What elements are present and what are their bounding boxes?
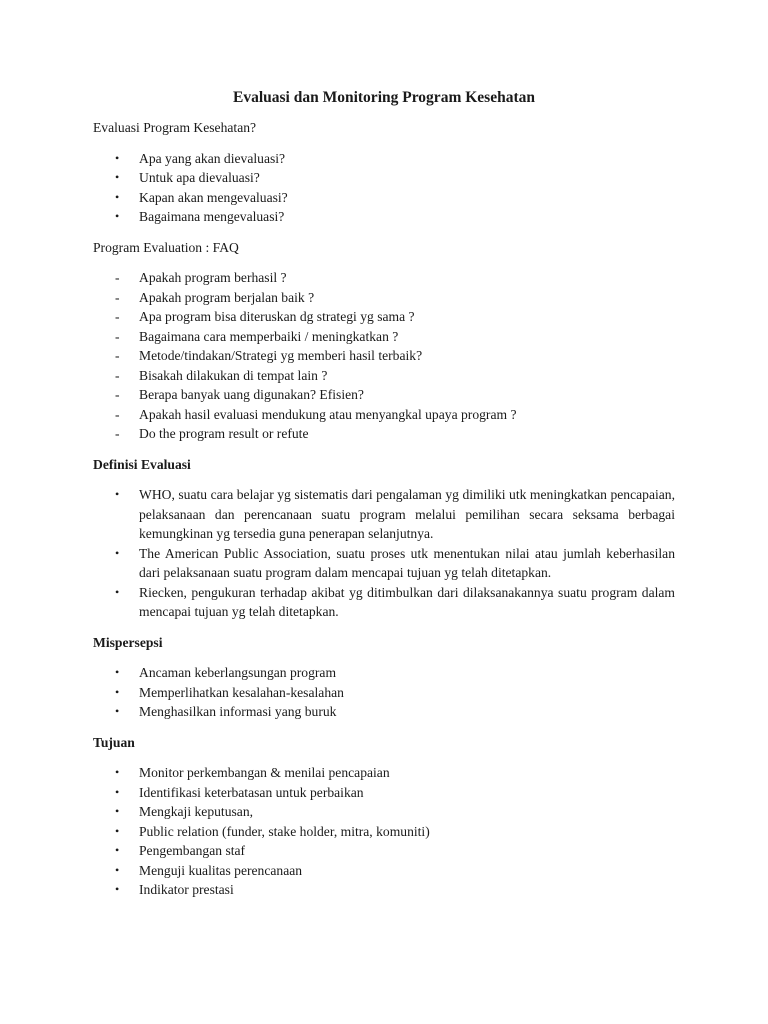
dash-icon: - bbox=[115, 348, 120, 363]
list-item: • WHO, suatu cara belajar yg sistematis dari pengalaman yg dimiliki utk meningkatkan pencapaian, pelaksanaan dan perencanaan suatu program melalui pemilihan secara seksama berbagai kemungkinan yg tersedia guna penerapan selanjutnya. bbox=[115, 487, 675, 541]
bullet-icon: • bbox=[115, 545, 120, 560]
list-item: • Public relation (funder, stake holder, mitra, komuniti) bbox=[93, 822, 675, 842]
intro-list bbox=[93, 149, 675, 227]
intro-question: Evaluasi Program Kesehatan? bbox=[93, 120, 257, 135]
dash-icon: - bbox=[115, 426, 120, 441]
tujuan-list bbox=[93, 763, 675, 900]
list-item: • Kapan akan mengevaluasi? bbox=[93, 188, 675, 208]
section-heading-tujuan: Tujuan bbox=[93, 734, 135, 750]
dash-icon: - bbox=[115, 387, 120, 402]
list-item: - Do the program result or refute bbox=[93, 424, 675, 444]
bullet-icon: • bbox=[115, 765, 120, 779]
list-item: • Menghasilkan informasi yang buruk bbox=[93, 702, 675, 722]
list-item: • Untuk apa dievaluasi? bbox=[93, 168, 675, 188]
list-item: • Mengkaji keputusan, bbox=[93, 802, 675, 822]
section-heading-definisi: Definisi Evaluasi bbox=[93, 456, 191, 472]
list-item: • Indikator prestasi bbox=[93, 880, 675, 900]
list-item: • Identifikasi keterbatasan untuk perbaikan bbox=[93, 783, 675, 803]
mispersepsi-list bbox=[93, 663, 675, 722]
dash-icon: - bbox=[115, 270, 120, 285]
list-item: • Pengembangan staf bbox=[93, 841, 675, 861]
bullet-icon: • bbox=[115, 804, 120, 818]
list-item: • Menguji kualitas perencanaan bbox=[93, 861, 675, 881]
document-page bbox=[93, 88, 675, 911]
section-heading-mispersepsi: Mispersepsi bbox=[93, 634, 163, 650]
list-item: • Memperlihatkan kesalahan-kesalahan bbox=[93, 683, 675, 703]
bullet-icon: • bbox=[115, 823, 120, 838]
list-item: • The American Public Association, suatu proses utk menentukan nilai atau jumlah keberhasilan dari pelaksanaan suatu program dalam mencapai tujuan yg telah ditetapkan. bbox=[115, 545, 675, 580]
bullet-icon: • bbox=[115, 665, 120, 679]
bullet-icon: • bbox=[115, 209, 120, 223]
bullet-icon: • bbox=[115, 784, 120, 799]
list-item: • Bagaimana mengevaluasi? bbox=[93, 207, 675, 227]
list-item: - Apakah program berjalan baik ? bbox=[93, 288, 675, 308]
bullet-icon: • bbox=[115, 170, 120, 184]
bullet-icon: • bbox=[115, 862, 120, 877]
dash-icon: - bbox=[115, 289, 120, 305]
faq-list bbox=[93, 268, 675, 444]
faq-heading: Program Evaluation : FAQ bbox=[93, 239, 239, 255]
list-item: • Ancaman keberlangsungan program bbox=[93, 663, 675, 683]
list-item: • Riecken, pengukuran terhadap akibat yg ditimbulkan dari dilaksanakannya suatu program dalam mencapai tujuan yg telah ditetapkan. bbox=[115, 584, 675, 619]
bullet-icon: • bbox=[115, 487, 120, 501]
list-item: - Bagaimana cara memperbaiki / meningkatkan ? bbox=[93, 327, 675, 347]
bullet-icon: • bbox=[115, 704, 120, 718]
dash-icon: - bbox=[115, 367, 120, 383]
dash-icon: - bbox=[115, 309, 120, 324]
list-item: - Apakah hasil evaluasi mendukung atau menyangkal upaya program ? bbox=[93, 405, 675, 425]
bullet-icon: • bbox=[115, 882, 120, 896]
list-item: - Bisakah dilakukan di tempat lain ? bbox=[93, 366, 675, 386]
list-item: - Metode/tindakan/Strategi yg memberi hasil terbaik? bbox=[93, 346, 675, 366]
list-item: • Monitor perkembangan & menilai pencapaian bbox=[93, 763, 675, 783]
document-title: Evaluasi dan Monitoring Program Kesehatan bbox=[233, 89, 535, 106]
list-item: • Apa yang akan dievaluasi? bbox=[93, 149, 675, 169]
dash-icon: - bbox=[115, 406, 120, 422]
definisi-list bbox=[93, 485, 675, 622]
bullet-icon: • bbox=[115, 150, 120, 165]
bullet-icon: • bbox=[115, 189, 120, 204]
bullet-icon: • bbox=[115, 584, 120, 599]
list-item: - Apa program bisa diteruskan dg strategi yg sama ? bbox=[93, 307, 675, 327]
bullet-icon: • bbox=[115, 684, 120, 699]
list-item: - Apakah program berhasil ? bbox=[93, 268, 675, 288]
dash-icon: - bbox=[115, 328, 120, 344]
bullet-icon: • bbox=[115, 843, 120, 857]
list-item: - Berapa banyak uang digunakan? Efisien? bbox=[93, 385, 675, 405]
